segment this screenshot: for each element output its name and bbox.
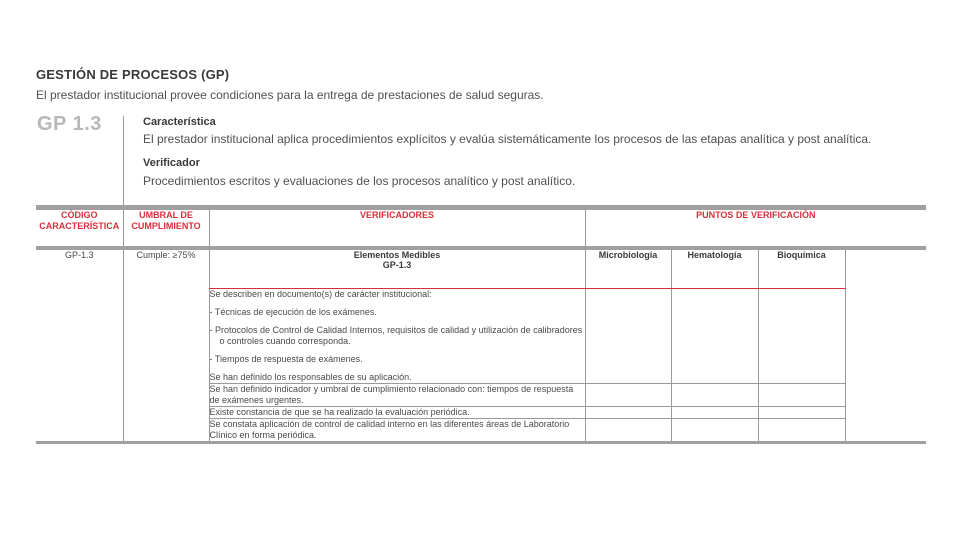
check-cell [758,418,845,441]
code-value: GP-1.3 [64,250,94,260]
block1-item: - Tiempos de respuesta de exámenes. [209,353,363,364]
check-cell [671,406,758,418]
block1-cell [209,288,585,383]
table-row [36,248,926,288]
verification-table [36,205,926,444]
row-text: Existe constancia de que se ha realizado la evaluación periódica. [209,406,585,418]
verificador-label: Verificador [143,157,200,169]
header-puntos: PUNTOS DE VERIFICACIÓN [585,208,926,249]
block1-outro: Se han definido los responsables de su aplicación. [209,371,412,382]
header-umbral: UMBRAL DE CUMPLIMIENTO [123,208,209,249]
block1-item: - Protocolos de Control de Calidad Internos, requisitos de calidad y utilización de calibradores o controles cuando corresponda. [209,324,583,346]
check-cell [585,383,671,406]
check-cell [758,288,845,383]
check-cell [671,418,758,441]
check-cell [758,406,845,418]
characteristic-code: GP 1.3 [37,113,102,135]
section-title: GESTIÓN DE PROCESOS (GP) [36,67,230,82]
elementos-title: Elementos Medibles [353,250,441,260]
header-codigo: CÓDIGO CARACTERÍSTICA [36,208,123,249]
empty-column [845,248,926,441]
header-verificadores: VERIFICADORES [209,208,585,249]
point-col-bioquimica: Bioquímica [758,248,845,288]
verificador-text: Procedimientos escritos y evaluaciones de los procesos analítico y post analítico. [143,174,576,188]
block1-intro: Se describen en documento(s) de carácter institucional: [209,288,432,299]
table-bottom-rule [36,441,926,443]
block1-item: - Técnicas de ejecución de los exámenes. [209,306,377,317]
caracteristica-text: El prestador institucional aplica procedimientos explícitos y evalúa sistemáticamente los procesos de las etapas analítica y post analítica. [143,132,872,146]
elementos-medibles-header [209,248,585,288]
umbral-value: Cumple: ≥75% [123,248,209,441]
caracteristica-label: Característica [143,116,216,128]
point-col-hematologia: Hematología [671,248,758,288]
table-header-row [36,208,926,249]
check-cell [585,406,671,418]
point-col-microbiologia: Microbiología [585,248,671,288]
check-cell [671,288,758,383]
elementos-code: GP-1.3 [382,260,412,270]
check-cell [671,383,758,406]
check-cell [585,418,671,441]
bottom-rule [36,441,926,443]
section-subtitle: El prestador institucional provee condiciones para la entrega de prestaciones de salud seguras. [36,88,544,102]
row-text: Se han definido indicador y umbral de cumplimiento relacionado con: tiempos de respuesta de exámenes urgentes. [209,383,585,406]
check-cell [758,383,845,406]
check-cell [585,288,671,383]
row-text: Se constata aplicación de control de calidad interno en las diferentes áreas de Laboratorio Clínico en forma periódica. [209,418,585,441]
header-divider [123,116,124,208]
